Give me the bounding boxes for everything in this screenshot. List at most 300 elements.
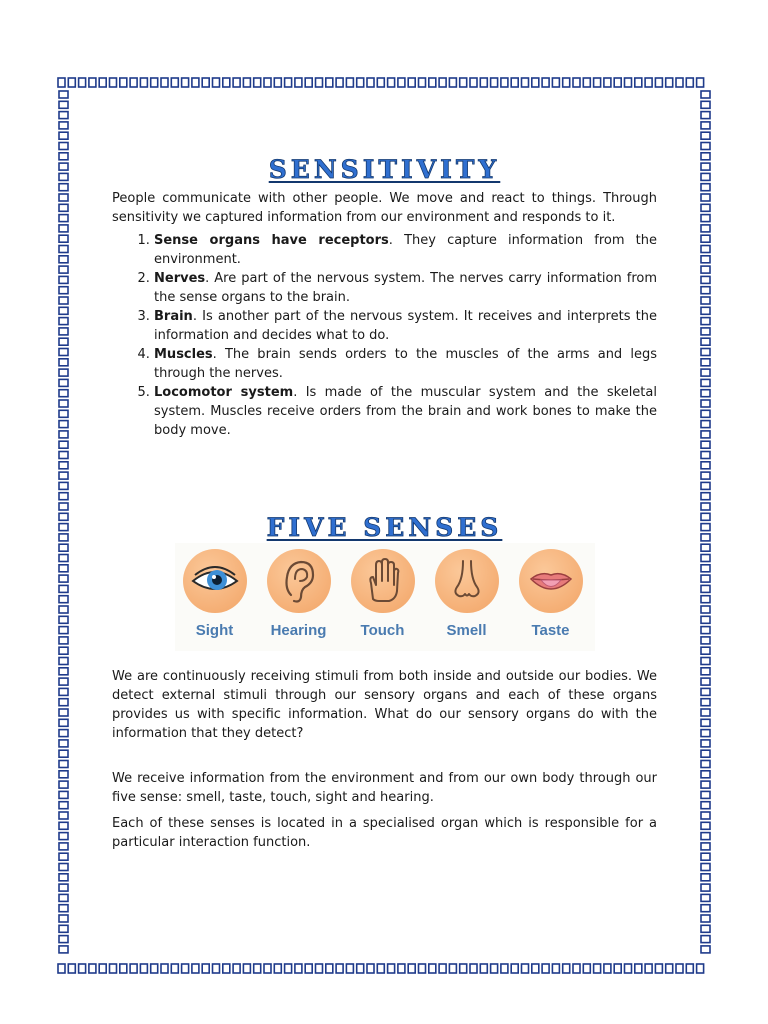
border-link — [140, 78, 147, 87]
border-link — [59, 534, 68, 541]
border-link — [254, 964, 261, 973]
border-link — [367, 964, 374, 973]
border-link — [701, 637, 710, 644]
border-link — [59, 431, 68, 438]
border-link — [701, 627, 710, 634]
border-link — [202, 964, 209, 973]
border-link — [701, 606, 710, 613]
border-link — [701, 884, 710, 891]
sense-label: Sight — [195, 622, 234, 639]
border-link — [614, 964, 621, 973]
list-item — [154, 345, 657, 383]
border-link — [701, 555, 710, 562]
border-link — [701, 431, 710, 438]
border-link — [59, 946, 68, 953]
border-link — [701, 750, 710, 757]
border-link — [701, 894, 710, 901]
border-link — [573, 964, 580, 973]
list-item — [154, 383, 657, 440]
border-link — [59, 493, 68, 500]
border-link — [408, 964, 415, 973]
border-link — [594, 78, 601, 87]
border-link — [701, 359, 710, 366]
border-link — [701, 585, 710, 592]
border-link — [511, 78, 518, 87]
list-item-text: . Is another part of the nervous system. It receives and interprets the information and decides what to do. — [154, 309, 657, 343]
border-link — [701, 173, 710, 180]
border-link — [285, 78, 292, 87]
border-link — [171, 964, 178, 973]
border-link — [59, 750, 68, 757]
border-link — [552, 964, 559, 973]
border-link — [701, 915, 710, 922]
border-link — [59, 575, 68, 582]
border-link — [59, 884, 68, 891]
border-link — [59, 544, 68, 551]
border-link — [701, 719, 710, 726]
border-link — [701, 441, 710, 448]
border-link — [419, 78, 426, 87]
list-item-term: Brain — [154, 309, 193, 324]
five-senses-illustration — [175, 543, 595, 651]
border-link — [59, 91, 68, 98]
border-link — [161, 964, 168, 973]
border-link — [59, 627, 68, 634]
border-link — [59, 472, 68, 479]
border-link — [460, 964, 467, 973]
border-link — [99, 964, 106, 973]
border-link — [59, 379, 68, 386]
border-link — [701, 833, 710, 840]
border-link — [120, 964, 127, 973]
border-link — [59, 204, 68, 211]
border-link — [563, 964, 570, 973]
border-link — [316, 78, 323, 87]
border-link — [192, 964, 199, 973]
border-link — [59, 658, 68, 665]
border-link — [491, 78, 498, 87]
border-link — [701, 472, 710, 479]
ear-icon — [267, 549, 331, 613]
border-link — [701, 647, 710, 654]
border-link — [701, 349, 710, 356]
border-link — [701, 215, 710, 222]
border-link — [604, 78, 611, 87]
border-link — [171, 78, 178, 87]
border-link — [59, 730, 68, 737]
border-link — [59, 246, 68, 253]
sensitivity-list — [112, 231, 657, 440]
border-link — [701, 91, 710, 98]
border-link — [59, 853, 68, 860]
border-link — [522, 964, 529, 973]
border-link — [274, 964, 281, 973]
border-link — [480, 964, 487, 973]
border-link — [59, 184, 68, 191]
border-link — [439, 78, 446, 87]
border-link — [59, 297, 68, 304]
border-link — [59, 771, 68, 778]
border-link — [701, 163, 710, 170]
border-link — [59, 307, 68, 314]
border-link — [59, 338, 68, 345]
border-link — [666, 78, 673, 87]
border-link — [645, 78, 652, 87]
border-link — [59, 369, 68, 376]
border-link — [59, 194, 68, 201]
border-link — [701, 101, 710, 108]
border-link — [655, 78, 662, 87]
border-link — [59, 822, 68, 829]
border-link — [614, 78, 621, 87]
border-link — [89, 78, 96, 87]
border-link — [59, 915, 68, 922]
border-link — [59, 606, 68, 613]
eye-icon — [183, 549, 247, 613]
border-link — [701, 853, 710, 860]
border-link — [563, 78, 570, 87]
border-link — [429, 78, 436, 87]
border-link — [676, 964, 683, 973]
border-link — [59, 452, 68, 459]
border-link — [701, 534, 710, 541]
border-link — [295, 78, 302, 87]
border-link — [701, 565, 710, 572]
border-link — [59, 781, 68, 788]
border-link — [295, 964, 302, 973]
border-link — [59, 740, 68, 747]
border-link — [58, 78, 65, 87]
border-link — [59, 256, 68, 263]
border-link — [604, 964, 611, 973]
border-link — [79, 78, 86, 87]
five-senses-heading: FIVE SENSES — [266, 513, 503, 542]
list-item-term: Sense organs have receptors — [154, 233, 389, 248]
border-link — [59, 688, 68, 695]
border-link — [192, 78, 199, 87]
border-link — [79, 964, 86, 973]
border-link — [223, 78, 230, 87]
border-link — [583, 78, 590, 87]
border-link — [110, 78, 117, 87]
border-link — [701, 266, 710, 273]
border-link — [59, 503, 68, 510]
border-link — [59, 390, 68, 397]
border-link — [701, 287, 710, 294]
border-link — [326, 964, 333, 973]
mouth-icon — [519, 549, 583, 613]
border-link — [59, 421, 68, 428]
border-link — [233, 964, 240, 973]
sensitivity-intro: People communicate with other people. We move and react to things. Through sensitivity we captured information from our environment and responds to it. — [112, 191, 657, 225]
border-link — [542, 78, 549, 87]
border-link — [59, 905, 68, 912]
border-link — [59, 513, 68, 520]
border-link — [655, 964, 662, 973]
list-item — [154, 269, 657, 307]
border-link — [59, 565, 68, 572]
border-link — [254, 78, 261, 87]
border-link — [59, 173, 68, 180]
border-link — [701, 482, 710, 489]
border-link — [59, 441, 68, 448]
border-link — [59, 585, 68, 592]
border-link — [59, 802, 68, 809]
border-link — [285, 964, 292, 973]
border-link — [59, 359, 68, 366]
border-link — [59, 812, 68, 819]
border-link — [701, 936, 710, 943]
border-link — [59, 524, 68, 531]
border-link — [676, 78, 683, 87]
border-link — [449, 78, 456, 87]
border-link — [223, 964, 230, 973]
border-link — [357, 964, 364, 973]
border-link — [59, 637, 68, 644]
border-link — [59, 132, 68, 139]
border-link — [110, 964, 117, 973]
border-link — [701, 864, 710, 871]
border-link — [59, 163, 68, 170]
border-link — [99, 78, 106, 87]
border-link — [59, 482, 68, 489]
border-link — [701, 400, 710, 407]
border-link — [701, 452, 710, 459]
border-link — [336, 78, 343, 87]
border-link — [625, 964, 632, 973]
border-link — [429, 964, 436, 973]
border-link — [59, 925, 68, 932]
border-link — [336, 964, 343, 973]
border-link — [305, 78, 312, 87]
border-link — [701, 812, 710, 819]
border-link — [59, 864, 68, 871]
border-link — [233, 78, 240, 87]
border-link — [701, 235, 710, 242]
border-link — [701, 668, 710, 675]
border-link — [701, 112, 710, 119]
border-link — [388, 78, 395, 87]
border-link — [59, 936, 68, 943]
border-link — [645, 964, 652, 973]
border-link — [701, 513, 710, 520]
border-link — [501, 78, 508, 87]
border-link — [59, 143, 68, 150]
border-link — [377, 964, 384, 973]
border-link — [666, 964, 673, 973]
hand-icon — [351, 549, 415, 613]
border-link — [346, 964, 353, 973]
border-link — [470, 78, 477, 87]
border-link — [408, 78, 415, 87]
border-link — [686, 964, 693, 973]
border-link — [59, 874, 68, 881]
border-link — [59, 719, 68, 726]
border-link — [439, 964, 446, 973]
border-link — [701, 194, 710, 201]
border-link — [59, 153, 68, 160]
border-link — [701, 184, 710, 191]
sense-taste — [511, 549, 591, 640]
border-link — [701, 153, 710, 160]
border-link — [274, 78, 281, 87]
border-link — [213, 78, 220, 87]
border-link — [697, 78, 704, 87]
border-link — [243, 964, 250, 973]
border-link — [701, 421, 710, 428]
border-link — [264, 964, 271, 973]
border-link — [59, 276, 68, 283]
sense-sight — [175, 549, 255, 640]
border-link — [460, 78, 467, 87]
border-link — [202, 78, 209, 87]
border-link — [59, 101, 68, 108]
border-link — [59, 761, 68, 768]
sense-label: Hearing — [270, 622, 327, 639]
border-link — [501, 964, 508, 973]
border-link — [449, 964, 456, 973]
border-link — [701, 493, 710, 500]
border-link — [182, 78, 189, 87]
border-link — [130, 78, 137, 87]
border-link — [59, 647, 68, 654]
border-link — [701, 616, 710, 623]
list-item-term: Muscles — [154, 347, 213, 362]
border-link — [594, 964, 601, 973]
border-link — [59, 287, 68, 294]
border-link — [701, 246, 710, 253]
border-link — [701, 297, 710, 304]
border-link — [635, 78, 642, 87]
border-link — [59, 668, 68, 675]
border-link — [59, 596, 68, 603]
border-link — [701, 596, 710, 603]
border-link — [59, 235, 68, 242]
border-link — [130, 964, 137, 973]
border-link — [140, 964, 147, 973]
border-link — [511, 964, 518, 973]
list-item — [154, 231, 657, 269]
sense-label: Smell — [446, 622, 487, 639]
border-link — [701, 709, 710, 716]
sense-label: Taste — [531, 622, 570, 639]
border-link — [377, 78, 384, 87]
border-link — [701, 658, 710, 665]
border-link — [522, 78, 529, 87]
list-item-text: . Are part of the nervous system. The nerves carry information from the sense organs to the brain. — [154, 271, 657, 305]
border-link — [701, 791, 710, 798]
border-link — [701, 379, 710, 386]
border-link — [480, 78, 487, 87]
list-item-term: Locomotor system — [154, 385, 294, 400]
border-link — [68, 964, 75, 973]
border-link — [701, 462, 710, 469]
border-link — [59, 616, 68, 623]
border-link — [58, 964, 65, 973]
sense-hearing — [259, 549, 339, 640]
list-item-text: . Is made of the muscular system and the skeletal system. Muscles receive orders from the brain and work bones to make the body move. — [154, 385, 657, 438]
border-link — [59, 225, 68, 232]
border-link — [59, 410, 68, 417]
border-link — [59, 843, 68, 850]
border-link — [701, 143, 710, 150]
sensitivity-heading: SENSITIVITY — [268, 155, 501, 184]
border-link — [701, 410, 710, 417]
border-link — [59, 122, 68, 129]
border-link — [59, 318, 68, 325]
border-link — [161, 78, 168, 87]
border-link — [701, 730, 710, 737]
border-link — [701, 771, 710, 778]
border-link — [151, 78, 158, 87]
border-link — [120, 78, 127, 87]
border-link — [583, 964, 590, 973]
located-paragraph: Each of these senses is located in a specialised organ which is responsible for a particular interaction function. — [112, 816, 657, 850]
border-link — [625, 78, 632, 87]
border-link — [701, 328, 710, 335]
border-link — [59, 555, 68, 562]
border-link — [59, 215, 68, 222]
border-link — [89, 964, 96, 973]
border-link — [542, 964, 549, 973]
border-link — [701, 503, 710, 510]
border-link — [701, 256, 710, 263]
border-link — [701, 678, 710, 685]
border-link — [491, 964, 498, 973]
border-link — [697, 964, 704, 973]
border-link — [573, 78, 580, 87]
border-link — [398, 78, 405, 87]
sense-label: Touch — [360, 622, 405, 639]
border-link — [305, 964, 312, 973]
border-link — [701, 225, 710, 232]
list-item-term: Nerves — [154, 271, 206, 286]
border-link — [68, 78, 75, 87]
border-link — [357, 78, 364, 87]
border-link — [59, 266, 68, 273]
border-link — [59, 112, 68, 119]
border-link — [532, 78, 539, 87]
border-link — [701, 307, 710, 314]
border-link — [59, 462, 68, 469]
border-link — [635, 964, 642, 973]
border-link — [59, 894, 68, 901]
border-link — [701, 843, 710, 850]
border-link — [419, 964, 426, 973]
border-link — [59, 328, 68, 335]
border-link — [701, 390, 710, 397]
border-link — [701, 122, 710, 129]
border-link — [59, 678, 68, 685]
border-link — [701, 318, 710, 325]
nose-icon — [435, 549, 499, 613]
document-body — [112, 150, 657, 852]
border-link — [59, 833, 68, 840]
border-link — [701, 688, 710, 695]
border-link — [264, 78, 271, 87]
border-link — [701, 369, 710, 376]
sense-smell — [427, 549, 507, 640]
border-link — [532, 964, 539, 973]
border-link — [151, 964, 158, 973]
border-link — [701, 699, 710, 706]
border-link — [701, 575, 710, 582]
border-link — [213, 964, 220, 973]
border-link — [701, 204, 710, 211]
border-link — [59, 400, 68, 407]
border-link — [552, 78, 559, 87]
border-link — [388, 964, 395, 973]
